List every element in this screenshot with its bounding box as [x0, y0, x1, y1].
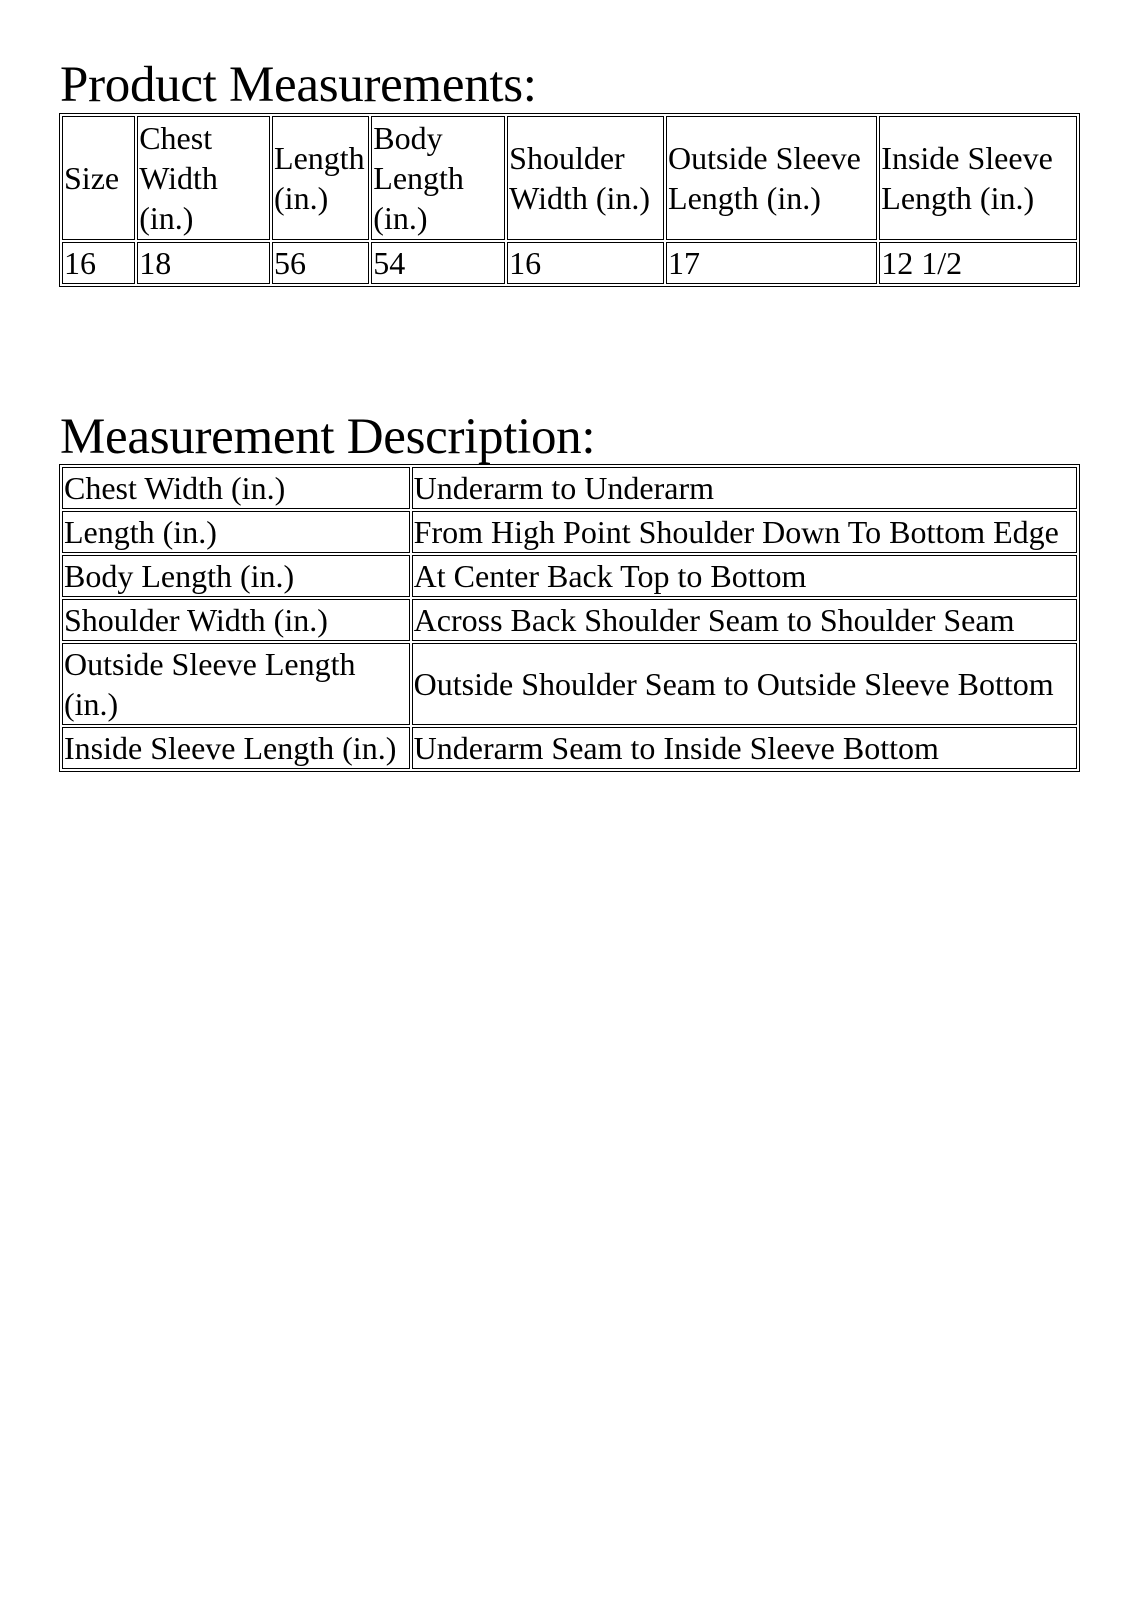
table-row — [62, 727, 1077, 769]
description-table — [59, 464, 1080, 772]
cell-inside-sleeve-length: 12 1/2 — [879, 242, 1077, 284]
header-cell-size: Size — [62, 116, 135, 240]
description-term: Chest Width (in.) — [62, 467, 410, 509]
measurements-header-row — [62, 116, 1077, 240]
table-row — [62, 511, 1077, 553]
description-text: At Center Back Top to Bottom — [412, 555, 1077, 597]
description-text: From High Point Shoulder Down To Bottom Edge — [412, 511, 1077, 553]
table-row — [62, 555, 1077, 597]
cell-outside-sleeve-length: 17 — [666, 242, 877, 284]
table-row — [62, 599, 1077, 641]
header-cell-shoulder-width: Shoulder Width (in.) — [507, 116, 664, 240]
description-text: Across Back Shoulder Seam to Shoulder Seam — [412, 599, 1077, 641]
description-text: Underarm to Underarm — [412, 467, 1077, 509]
description-term: Inside Sleeve Length (in.) — [62, 727, 410, 769]
measurements-title: Product Measurements: — [60, 57, 537, 113]
header-cell-chest-width: Chest Width (in.) — [137, 116, 270, 240]
description-term: Shoulder Width (in.) — [62, 599, 410, 641]
table-row — [62, 643, 1077, 725]
cell-size: 16 — [62, 242, 135, 284]
description-term: Body Length (in.) — [62, 555, 410, 597]
header-cell-body-length: Body Length (in.) — [371, 116, 505, 240]
cell-length: 56 — [272, 242, 369, 284]
header-cell-inside-sleeve-length: Inside Sleeve Length (in.) — [879, 116, 1077, 240]
header-cell-length: Length (in.) — [272, 116, 369, 240]
table-row — [62, 467, 1077, 509]
cell-shoulder-width: 16 — [507, 242, 664, 284]
header-cell-outside-sleeve-length: Outside Sleeve Length (in.) — [666, 116, 877, 240]
cell-body-length: 54 — [371, 242, 505, 284]
description-text: Outside Shoulder Seam to Outside Sleeve Bottom — [412, 643, 1077, 725]
table-row — [62, 242, 1077, 284]
description-term: Length (in.) — [62, 511, 410, 553]
description-title: Measurement Description: — [60, 409, 596, 465]
measurements-table — [59, 113, 1080, 287]
description-text: Underarm Seam to Inside Sleeve Bottom — [412, 727, 1077, 769]
description-term: Outside Sleeve Length (in.) — [62, 643, 410, 725]
cell-chest-width: 18 — [137, 242, 270, 284]
